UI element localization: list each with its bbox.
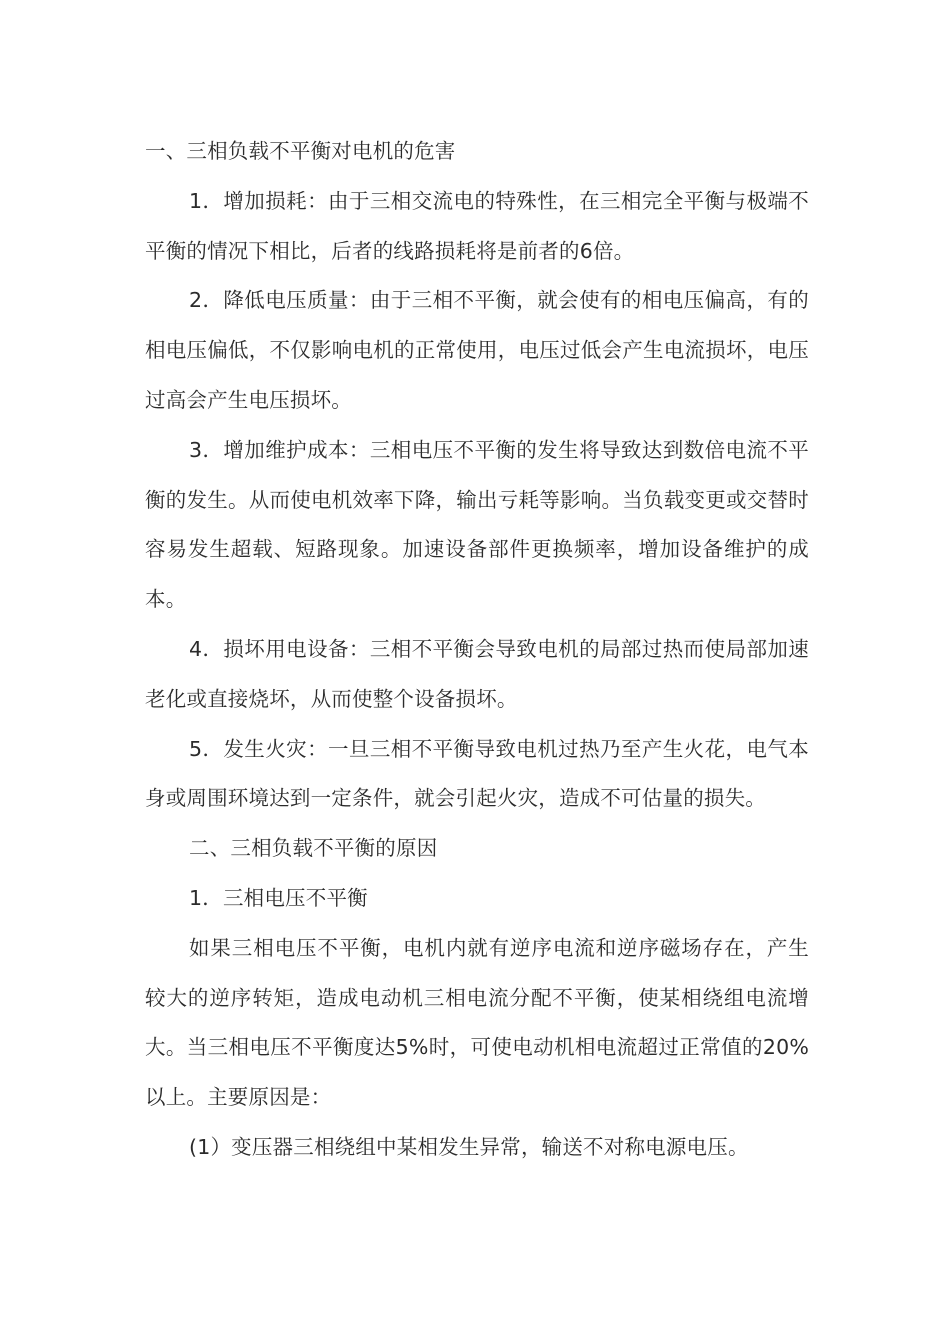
section-heading-causes: 二、三相负载不平衡的原因	[189, 836, 438, 861]
paragraph-voltage-imbalance-detail: 如果三相电压不平衡，电机内就有逆序电流和逆序磁场存在，产生较大的逆序转矩，造成电动机三相电流分配不平衡，使某相绕组电流增大。当三相电压不平衡度达5%时，可使电动机相电流超过正常值的20%以上。主要原因是：	[145, 935, 809, 1110]
paragraph-fire-hazard: 5．发生火灾：一旦三相不平衡导致电机过热乃至产生火花，电气本身或周围环境达到一定条件，就会引起火灾，造成不可估量的损失。	[145, 736, 809, 811]
document-body	[145, 127, 809, 1173]
list-item-transformer: (1）变压器三相绕组中某相发生异常，输送不对称电源电压。	[189, 1134, 749, 1159]
paragraph-equipment-damage: 4．损坏用电设备：三相不平衡会导致电机的局部过热而使局部加速老化或直接烧坏，从而使整个设备损坏。	[145, 636, 809, 711]
section-heading-hazards: 一、三相负载不平衡对电机的危害	[145, 139, 456, 163]
subheading-voltage-imbalance: 1．三相电压不平衡	[189, 885, 368, 910]
paragraph-increase-loss: 1．增加损耗：由于三相交流电的特殊性，在三相完全平衡与极端不平衡的情况下相比，后者的线路损耗将是前者的6倍。	[145, 188, 809, 263]
paragraph-voltage-quality: 2．降低电压质量：由于三相不平衡，就会使有的相电压偏高，有的相电压偏低，不仅影响电机的正常使用，电压过低会产生电流损坏，电压过高会产生电压损坏。	[145, 288, 809, 412]
paragraph-maintenance-cost: 3．增加维护成本：三相电压不平衡的发生将导致达到数倍电流不平衡的发生。从而使电机效率下降，输出亏耗等影响。当负载变更或交替时容易发生超载、短路现象。加速设备部件更换频率，增加设备维护的成本。	[145, 437, 809, 612]
